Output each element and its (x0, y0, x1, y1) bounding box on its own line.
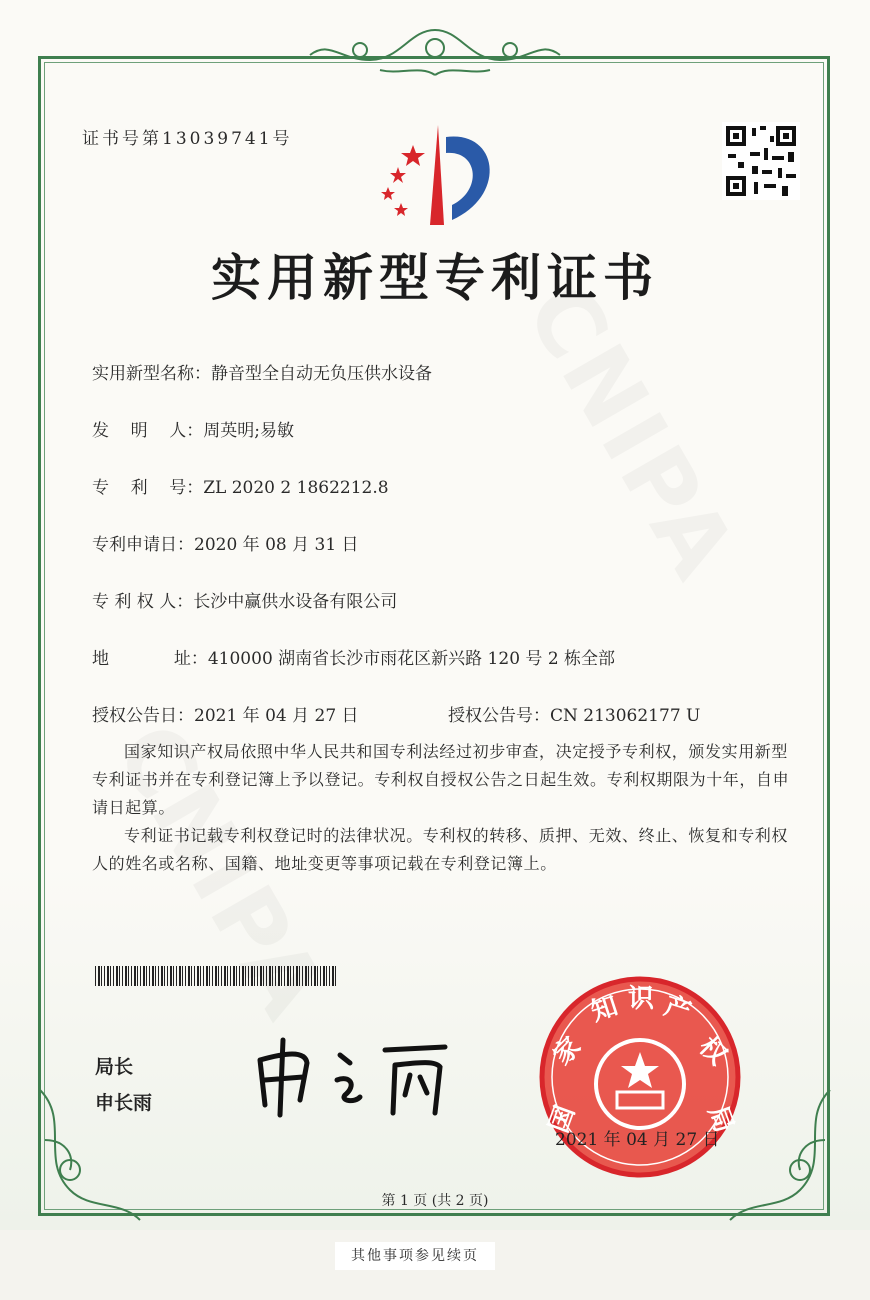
certificate-title: 实用新型专利证书 (211, 248, 659, 307)
field-value: ZL 2020 2 1862212.8 (203, 478, 389, 498)
field-value: 2021 年 04 月 27 日 (194, 706, 359, 726)
svg-text:产: 产 (660, 991, 695, 1028)
page-indicator: 第 1 页 (共 2 页) (381, 1193, 489, 1209)
field-patentee (92, 587, 397, 612)
seal-date: 2021 年 04 月 27 日 (555, 1130, 720, 1150)
field-value: 静音型全自动无负压供水设备 (211, 364, 432, 384)
qr-code (722, 122, 800, 200)
field-label: 实用新型名称： (92, 364, 211, 384)
field-value: 410000 湖南省长沙市雨花区新兴路 120 号 2 栋全部 (207, 649, 616, 669)
field-label: 专 利 权 人： (92, 592, 194, 612)
field-label: 授权公告号： (448, 706, 550, 726)
field-label: 授权公告日： (92, 706, 194, 726)
official-seal (535, 972, 745, 1182)
barcode (95, 966, 337, 986)
legal-paragraph: 国家知识产权局依照中华人民共和国专利法经过初步审查，决定授予专利权，颁发实用新型专利证书并在专利登记簿上予以登记。专利权自授权公告之日起生效。专利权期限为十年，自申请日起算。 (92, 742, 790, 817)
field-label: 发 明 人： (92, 421, 204, 441)
svg-text:权: 权 (692, 1031, 733, 1072)
field-value: CN 213062177 U (550, 706, 701, 726)
svg-text:识: 识 (627, 984, 655, 1014)
svg-text:家: 家 (547, 1031, 588, 1072)
field-value: 周英明;易敏 (203, 421, 294, 441)
field-inventor (92, 416, 294, 441)
field-grant-date (92, 701, 359, 726)
field-patent-number (92, 473, 389, 498)
field-label: 专利申请日： (92, 535, 194, 555)
legal-paragraph: 专利证书记载专利权登记时的法律状况。专利权的转移、质押、无效、终止、恢复和专利权人的姓名或名称、国籍、地址变更等事项记载在专利登记簿上。 (92, 826, 789, 873)
field-value: 2020 年 08 月 31 日 (194, 535, 359, 555)
signatory-title: 局长 (95, 1056, 134, 1078)
field-filing-date (92, 530, 359, 555)
handwritten-signature (245, 1035, 455, 1120)
field-address (92, 644, 615, 669)
signatory-name: 申长雨 (95, 1092, 153, 1114)
field-label: 专 利 号： (92, 478, 204, 498)
field-label: 地 址： (92, 649, 208, 669)
field-value: 长沙中赢供水设备有限公司 (193, 592, 398, 612)
certificate-number: 证书号第13039741号 (82, 129, 293, 149)
svg-text:局: 局 (701, 1101, 740, 1137)
svg-text:国: 国 (543, 1101, 582, 1137)
field-utility-model-name (92, 359, 432, 384)
continued-note: 其他事项参见续页 (335, 1242, 495, 1270)
cnipa-logo-icon (368, 125, 508, 230)
field-announcement-number (448, 701, 700, 726)
top-ornament-icon (300, 20, 570, 84)
svg-text:知: 知 (587, 991, 622, 1028)
